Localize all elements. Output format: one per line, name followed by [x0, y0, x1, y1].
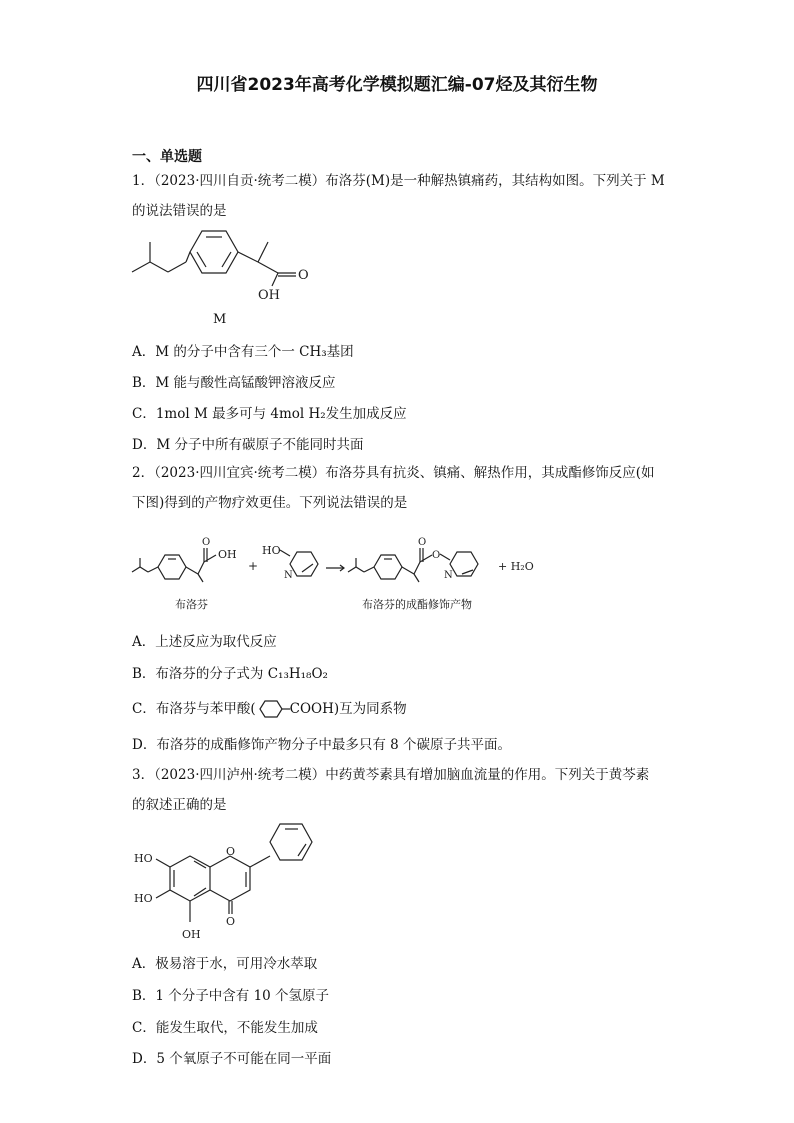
- page-title: 四川省2023年高考化学模拟题汇编-07烃及其衍生物: [196, 75, 598, 95]
- q2-option-c-suffix: )互为同系物: [333, 701, 407, 717]
- q3-ho-mid: HO: [134, 892, 153, 905]
- q2-product-n: N: [444, 570, 453, 581]
- q2-option-c: [132, 697, 407, 718]
- q2-product-caption: 布洛芬的成酯修饰产物: [362, 598, 472, 611]
- q3-keto-o: O: [226, 915, 236, 928]
- q2-water-label: + H₂O: [498, 560, 534, 573]
- q3-option-b: B．1 个分子中含有 10 个氢原子: [132, 988, 330, 1004]
- q1-option-c: C．1mol M 最多可与 4mol H₂发生加成反应: [132, 406, 407, 422]
- q1-molecule-label: M: [213, 312, 227, 327]
- q3-oh-bottom: OH: [182, 928, 201, 941]
- q2-acid-o: O: [202, 537, 211, 548]
- q2-option-a: A．上述反应为取代反应: [132, 634, 277, 650]
- q3-baicalein-structure: [130, 822, 350, 942]
- q2-ester-carbonyl-o: O: [418, 537, 427, 548]
- q3-option-a: A．极易溶于水，可用冷水萃取: [132, 956, 318, 972]
- section-heading: 一、单选题: [132, 149, 202, 165]
- q2-ester-o: O: [432, 550, 441, 561]
- q1-option-b: B．M 能与酸性高锰酸钾溶液反应: [132, 375, 336, 391]
- q3-option-c: C．能发生取代，不能发生加成: [132, 1020, 318, 1036]
- q2-pyridine-n: N: [284, 570, 293, 581]
- q3-stem-line1: 3．（2023·四川泸州·统考二模）中药黄芩素具有增加脑血流量的作用。下列关于黄芩素: [132, 767, 650, 783]
- q1-carbonyl-o: O: [298, 268, 309, 283]
- q1-stem-line1: 1．（2023·四川自贡·统考二模）布洛芬(M)是一种解热镇痛药，其结构如图。下列关于 M: [132, 173, 665, 189]
- q3-ho-top: HO: [134, 852, 153, 865]
- q2-reaction-scheme: [130, 532, 550, 592]
- q2-option-c-prefix: C．布洛芬与苯甲酸(: [132, 701, 256, 717]
- q2-option-d: D．布洛芬的成酯修饰产物分子中最多只有 8 个碳原子共平面。: [132, 737, 511, 753]
- q2-ho-label: HO: [262, 544, 281, 557]
- q1-option-a: A．M 的分子中含有三个一 CH₃基团: [132, 344, 354, 360]
- q1-hydroxyl-label: OH: [258, 288, 280, 303]
- q3-stem-line2: 的叙述正确的是: [132, 797, 227, 813]
- q2-plus-sign: +: [248, 559, 259, 573]
- q2-stem-line2: 下图)得到的产物疗效更佳。下列说法错误的是: [132, 495, 408, 511]
- q2-option-b: B．布洛芬的分子式为 C₁₃H₁₈O₂: [132, 666, 328, 682]
- q2-option-c-cooh: COOH: [289, 701, 334, 717]
- q2-acid-oh: OH: [218, 548, 237, 561]
- q2-ibuprofen-caption: 布洛芬: [175, 598, 208, 611]
- q3-ring-o: O: [226, 845, 236, 858]
- q3-option-d: D．5 个氧原子不可能在同一平面: [132, 1051, 332, 1067]
- benzene-ring-icon: [256, 700, 290, 718]
- q2-stem-line1: 2．（2023·四川宜宾·统考二模）布洛芬具有抗炎、镇痛、解热作用，其成酯修饰反应(如: [132, 465, 655, 481]
- q1-ibuprofen-structure: [130, 228, 330, 328]
- q1-option-d: D．M 分子中所有碳原子不能同时共面: [132, 437, 364, 453]
- q1-stem-line2: 的说法错误的是: [132, 203, 227, 219]
